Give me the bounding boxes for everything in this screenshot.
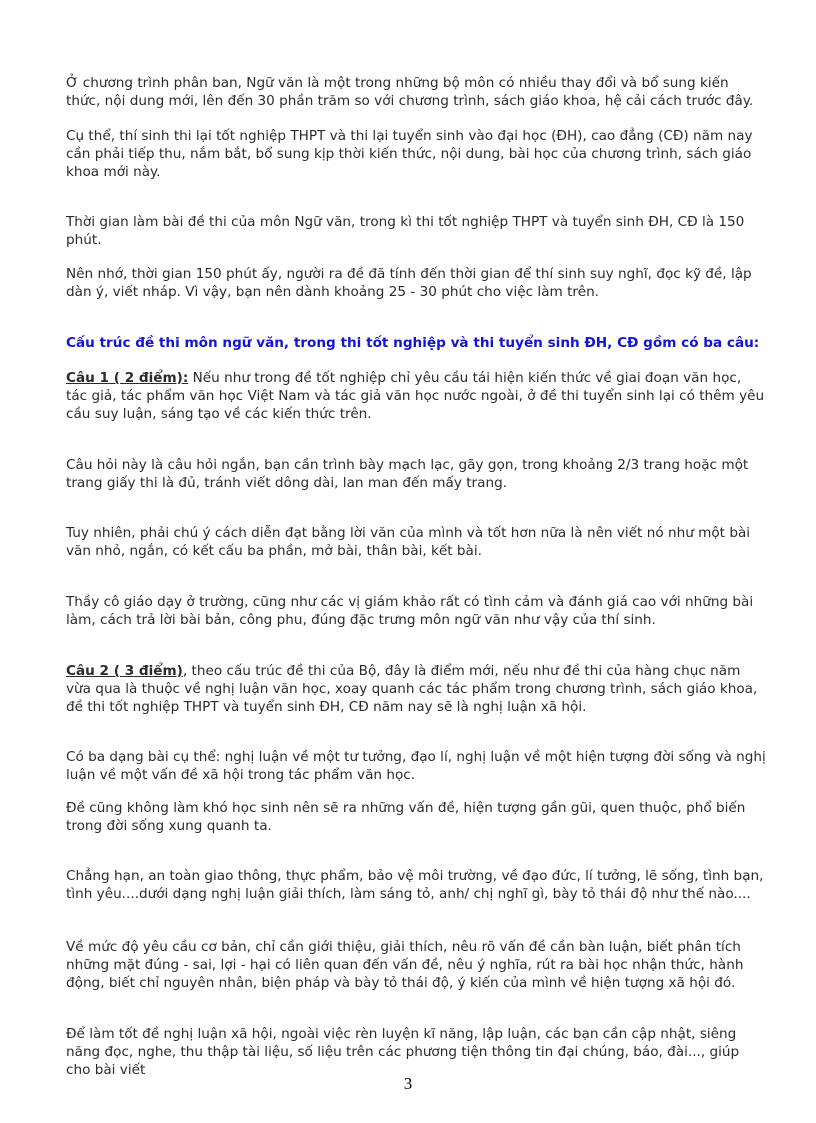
page-number: 3 <box>403 1074 413 1093</box>
paragraph-social-essay-tips: Để làm tốt đề nghị luận xã hội, ngoài việc rèn luyện kĩ năng, lập luận, các bạn cần cập nhật, siêng năng đọc, nghe, thu thập tài liệu, số liệu trên các phương tiện thông tin đại chúng, báo, đài..., giúp cho bài viết <box>66 1026 740 1078</box>
paragraph-detail: Cụ thể, thí sinh thi lại tốt nghiệp THPT và thi lại tuyển sinh vào đại học (ĐH), cao đẳng (CĐ) năm nay cần phải tiếp thu, nắm bắt, bổ sung kịp thời kiến thức, nội dung, bài học của chương trình, sách giáo khoa mới này. <box>66 128 753 180</box>
cau-1-label: Câu 1 ( 2 điểm): <box>66 370 189 386</box>
cau-1-text: Nếu như trong đề tốt nghiệp chỉ yêu cầu tái hiện kiến thức về giai đoạn văn học, tác giả, tác phẩm văn học Việt Nam và tác giả văn học nước ngoài, ở đề thi tuyển sinh lại có thêm yêu cầu suy luận, sáng tạo về các kiến thức trên. <box>66 370 765 422</box>
paragraph-requirements: Về mức độ yêu cầu cơ bản, chỉ cần giới thiệu, giải thích, nêu rõ vấn đề cần bàn luận, biết phân tích những mặt đúng - sai, lợi - hại có liên quan đến vấn đề, nêu ý nghĩa, rút ra bài học nhận thức, hành động, biết chỉ nguyên nhân, biện pháp và bày tỏ thái độ, ý kiến của mình về hiện tượng xã hội đó. <box>66 939 744 991</box>
paragraph-short-answer: Câu hỏi này là câu hỏi ngắn, bạn cần trình bày mạch lạc, gãy gọn, trong khoảng 2/3 trang hoặc một trang giấy thi là đủ, tránh viết dông dài, lan man đến mấy trang. <box>66 457 749 491</box>
paragraph-exam-time: Thời gian làm bài đề thi của môn Ngữ văn, trong kì thi tốt nghiệp THPT và tuyển sinh ĐH, CĐ là 150 phút. <box>66 214 745 248</box>
paragraph-teachers: Thầy cô giáo dạy ở trường, cũng như các vị giám khảo rất có tình cảm và đánh giá cao với những bài làm, cách trả lời bài bản, công phu, đúng đặc trưng môn ngữ văn như vậy của thí sinh. <box>66 594 754 628</box>
paragraph-cau-1 <box>66 369 766 423</box>
paragraph-expression: Tuy nhiên, phải chú ý cách diễn đạt bằng lời văn của mình và tốt hơn nữa là nên viết nó như một bài văn nhỏ, ngắn, có kết cấu ba phần, mở bài, thân bài, kết bài. <box>66 525 751 559</box>
cau-2-label: Câu 2 ( 3 điểm) <box>66 663 183 679</box>
paragraph-cau-2 <box>66 662 766 716</box>
paragraph-intro: Ở chương trình phân ban, Ngữ văn là một trong những bộ môn có nhiều thay đổi và bổ sung kiến thức, nội dung mới, lên đến 30 phần trăm so với chương trình, sách giáo khoa, hệ cải cách trước đây. <box>66 75 754 109</box>
paragraph-examples: Chẳng hạn, an toàn giao thông, thực phẩm, bảo vệ môi trường, về đạo đức, lí tưởng, lẽ sống, tình bạn, tình yêu....dưới dạng nghị luận giải thích, làm sáng tỏ, anh/ chị nghĩ gì, bày tỏ thái độ như thế nào.... <box>66 868 764 902</box>
cau-2-text: , theo cấu trúc đề thi của Bộ, đây là điểm mới, nếu như đề thi của hàng chục năm vừa qua là thuộc về nghị luận văn học, xoay quanh các tác phẩm trong chương trình, sách giáo khoa, đề thi tốt nghiệp THPT và tuyển sinh ĐH, CĐ năm nay sẽ là nghị luận xã hội. <box>66 663 758 715</box>
structure-heading: Cấu trúc đề thi môn ngữ văn, trong thi tốt nghiệp và thi tuyển sinh ĐH, CĐ gồm có ba câu: <box>66 335 760 351</box>
paragraph-three-types: Có ba dạng bài cụ thể: nghị luận về một tư tưởng, đạo lí, nghị luận về một hiện tượng đời sống và nghị luận về một vấn đề xã hội trong tác phẩm văn học. <box>66 749 766 783</box>
paragraph-time-advice: Nên nhớ, thời gian 150 phút ấy, người ra đề đã tính đến thời gian để thí sinh suy nghĩ, đọc kỹ đề, lập dàn ý, viết nháp. Vì vậy, bạn nên dành khoảng 25 - 30 phút cho việc làm trên. <box>66 266 752 300</box>
paragraph-familiar-issues: Đề cũng không làm khó học sinh nên sẽ ra những vấn đề, hiện tượng gần gũi, quen thuộc, phổ biến trong đời sống xung quanh ta. <box>66 800 746 834</box>
